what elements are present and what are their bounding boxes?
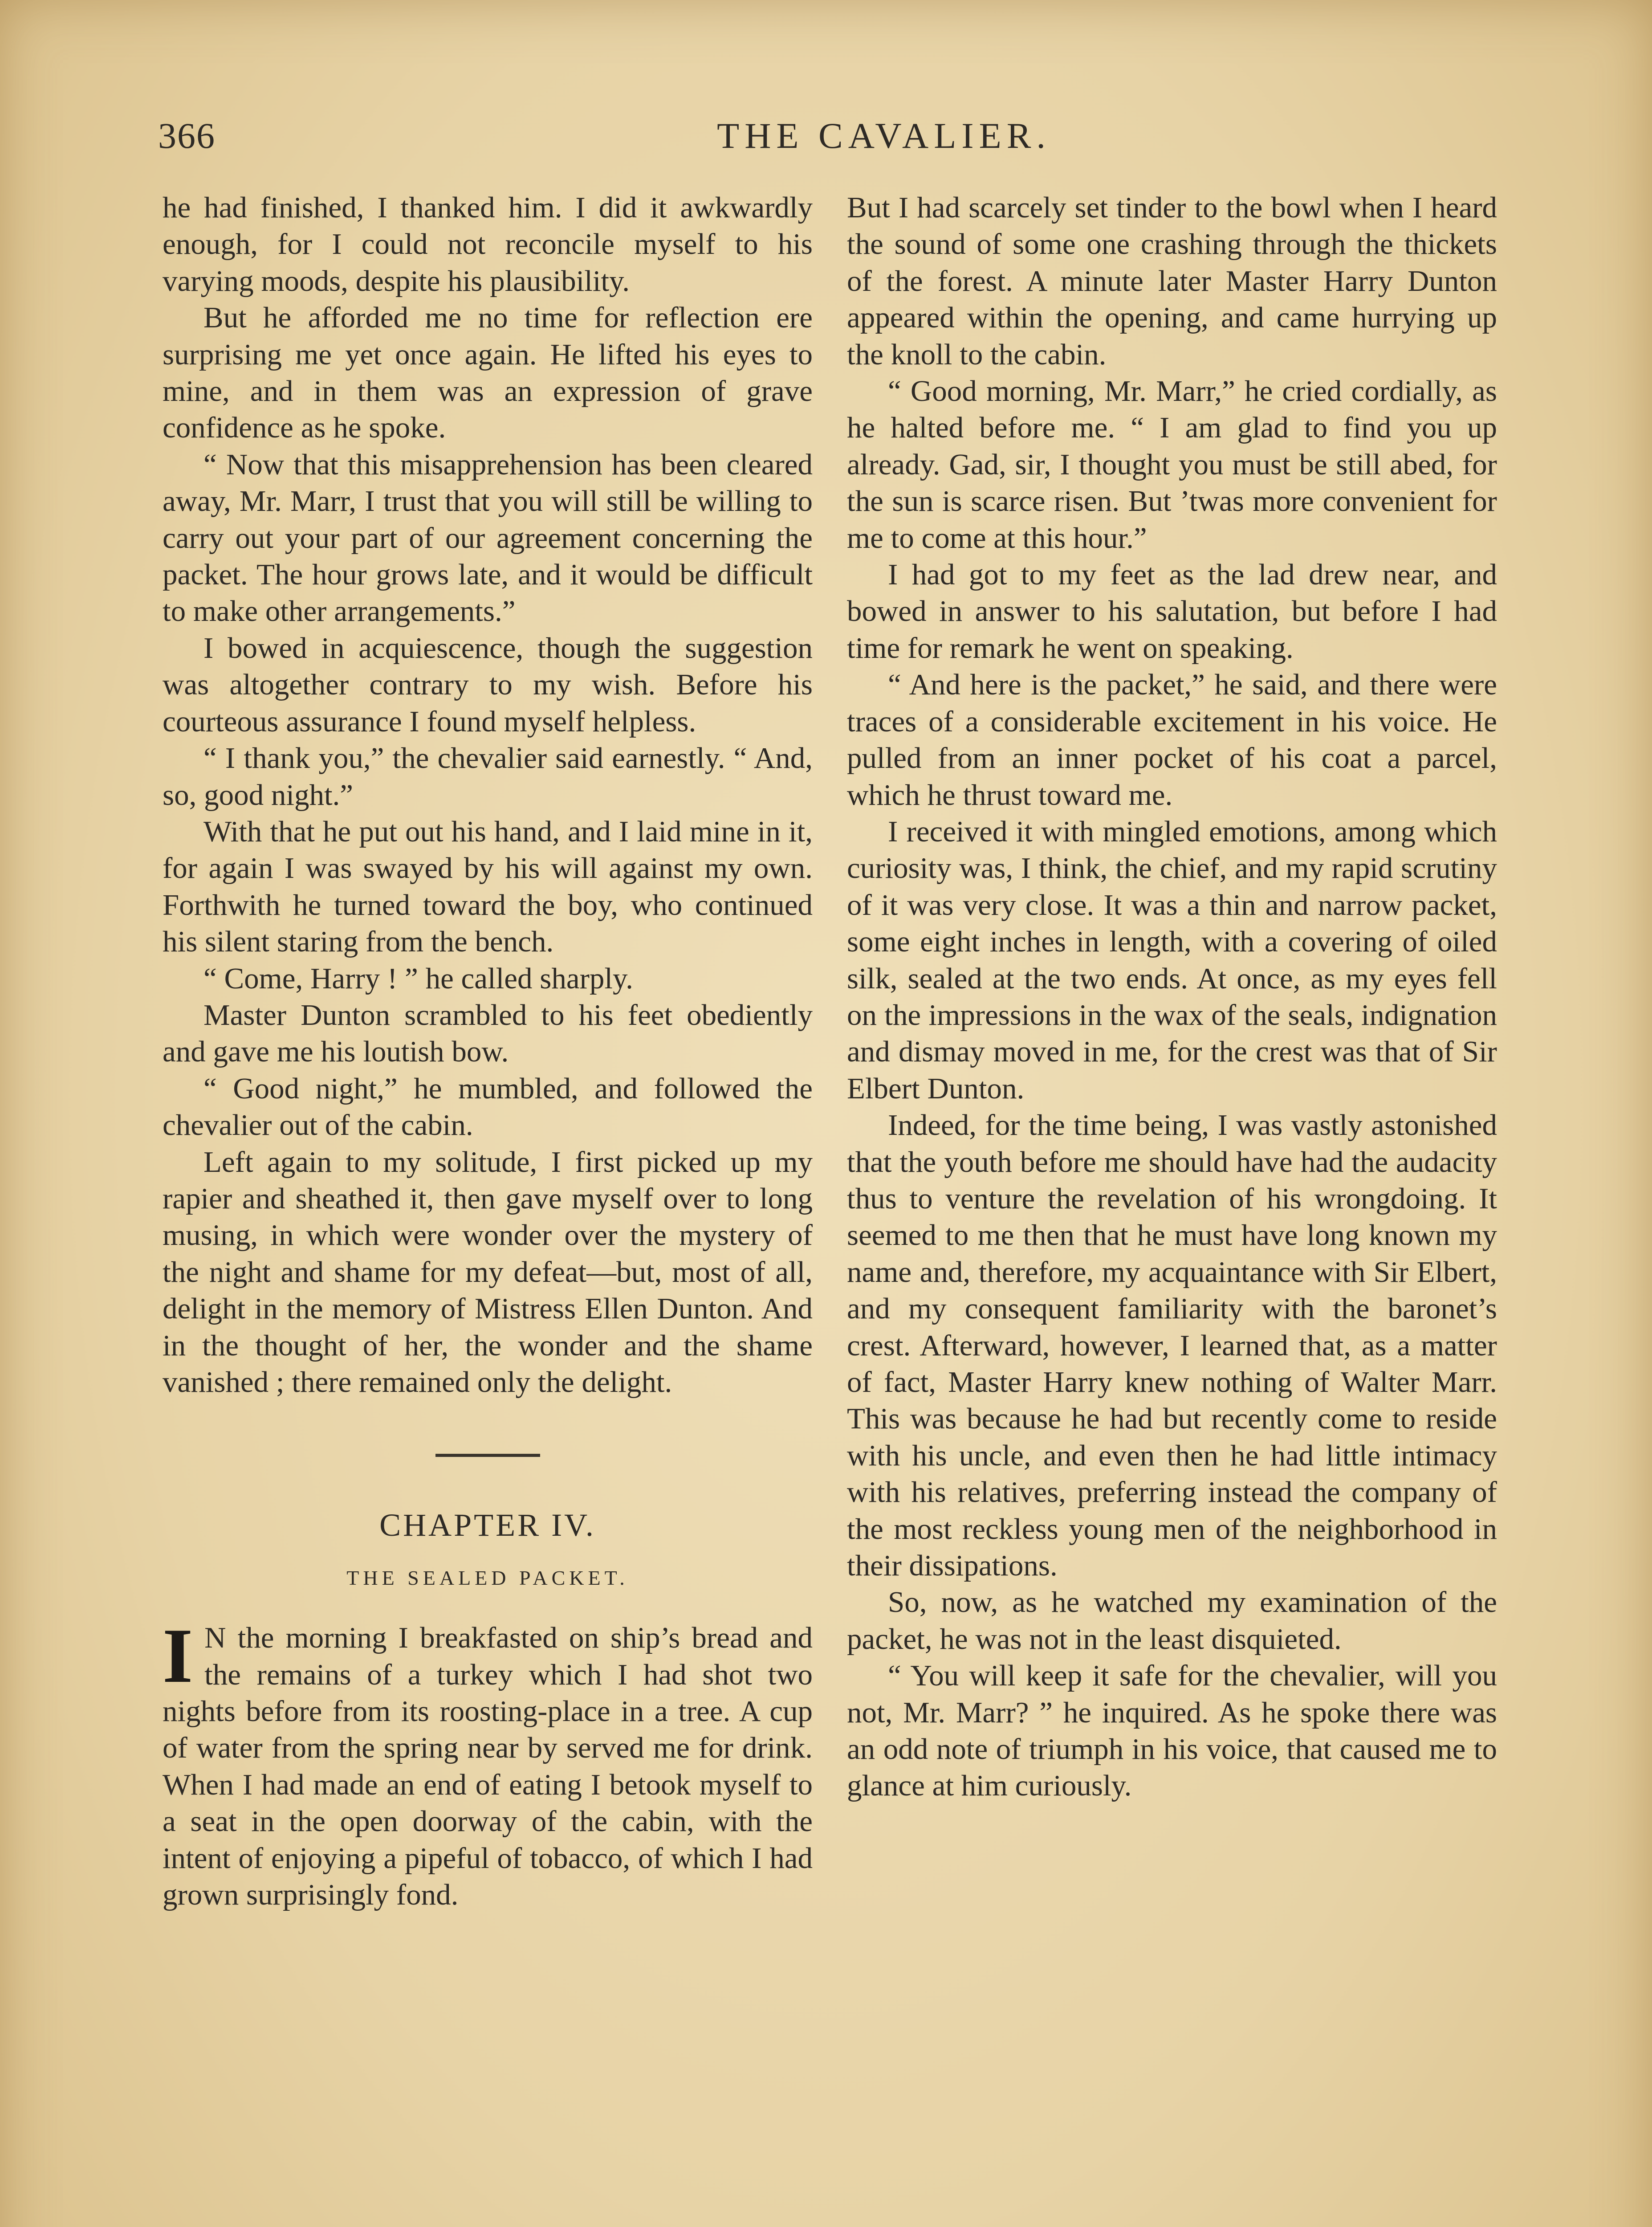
paragraph: “ Now that this misapprehension has been cleared away, Mr. Marr, I trust that you will still be willing to carry out your part of our agreement concerning the packet. The hour grows late, and it would be difficult to make other arrangements.” bbox=[163, 448, 813, 628]
left-column bbox=[163, 189, 813, 1913]
paragraph: But I had scarcely set tinder to the bowl when I heard the sound of some one crashing through the thickets of the forest. A minute later Master Harry Dunton appeared within the opening, and came hurrying up the knoll to the cabin. bbox=[847, 191, 1497, 371]
paragraph: Left again to my solitude, I first picked up my rapier and sheathed it, then gave myself over to long musing, in which were wonder over the mystery of the night and shame for my defeat—but, most of all, delight in the memory of Mistress Ellen Dunton. And in the thought of her, the wonder and the shame vanished ; there remained only the delight. bbox=[163, 1145, 813, 1399]
paragraph: “ You will keep it safe for the chevalier, will you not, Mr. Marr? ” he inquired. As he spoke there was an odd note of triumph in his voice, that caused me to glance at him curiously. bbox=[847, 1659, 1497, 1803]
page-header bbox=[158, 111, 1498, 160]
paragraph: Master Dunton scrambled to his feet obediently and gave me his loutish bow. bbox=[163, 998, 813, 1069]
paragraph: Indeed, for the time being, I was vastly astonished that the youth before me should have had the audacity thus to venture the revelation of his wrongdoing. It seemed to me then that he must have long known my name and, therefore, my acquaintance with Sir Elbert, and my consequent familiarity with the baronet’s crest. Afterward, however, I learned that, as a matter of fact, Master Harry knew nothing of Walter Marr. This was because he had but recently come to reside with his uncle, and even then he had little intimacy with his relatives, preferring instead the company of the most reckless young men of the neighborhood in their dissipations. bbox=[847, 1109, 1497, 1583]
paragraph: “ Good night,” he mumbled, and followed the chevalier out of the cabin. bbox=[163, 1072, 813, 1142]
chapter-opening-paragraph bbox=[163, 1612, 813, 1913]
paragraph: “ Good morning, Mr. Marr,” he cried cordially, as he halted before me. “ I am glad to find you up already. Gad, sir, I thought you must be still abed, for the sun is scarce risen. But ’twas more convenient for me to come at this hour.” bbox=[847, 375, 1497, 555]
right-column bbox=[847, 189, 1497, 1804]
running-title: THE CAVALIER. bbox=[717, 115, 1051, 156]
section-divider bbox=[435, 1454, 540, 1457]
chapter-subtitle: THE SEALED PACKET. bbox=[346, 1566, 629, 1589]
paragraph: he had finished, I thanked him. I did it awkwardly enough, for I could not reconcile myself to his varying moods, despite his plausibility. bbox=[163, 191, 813, 298]
paragraph: “ I thank you,” the chevalier said earnestly. “ And, so, good night.” bbox=[163, 742, 813, 812]
drop-cap: I bbox=[163, 1612, 193, 1699]
paragraph: With that he put out his hand, and I laid mine in it, for again I was swayed by his will against my own. Forthwith he turned toward the boy, who continued his silent staring from the bench. bbox=[163, 815, 813, 959]
paragraph: But he afforded me no time for reflection ere surprising me yet once again. He lifted his eyes to mine, and in them was an expression of grave confidence as he spoke. bbox=[163, 301, 813, 445]
page-number: 366 bbox=[158, 115, 216, 156]
chapter-title: CHAPTER IV. bbox=[379, 1507, 596, 1543]
paragraph: “ Come, Harry ! ” he called sharply. bbox=[203, 962, 633, 995]
chapter-opening-text: N the morning I breakfasted on ship’s bread and the remains of a turkey which I had shot two nights before from its roosting-place in a tree. A cup of water from the spring near by served me for drink. When I had made an end of eating I betook myself to a seat in the open doorway of the cabin, with the intent of enjoying a pipeful of tobacco, of which I had grown surprisingly fond. bbox=[163, 1621, 813, 1912]
paragraph: I received it with mingled emotions, among which curiosity was, I think, the chief, and my rapid scrutiny of it was very close. It was a thin and narrow packet, some eight inches in length, with a covering of oiled silk, sealed at the two ends. At once, as my eyes fell on the impressions in the wax of the seals, indignation and dismay moved in me, for the crest was that of Sir Elbert Dunton. bbox=[847, 815, 1497, 1105]
paragraph: I had got to my feet as the lad drew near, and bowed in answer to his salutation, but before I had time for remark he went on speaking. bbox=[847, 558, 1497, 665]
paragraph: I bowed in acquiescence, though the suggestion was altogether contrary to my wish. Before his courteous assurance I found myself helpless. bbox=[163, 631, 813, 738]
paragraph: “ And here is the packet,” he said, and there were traces of a considerable excitement in his voice. He pulled from an inner pocket of his coat a parcel, which he thrust toward me. bbox=[847, 668, 1497, 812]
paragraph: So, now, as he watched my examination of the packet, he was not in the least disquieted. bbox=[847, 1586, 1497, 1656]
